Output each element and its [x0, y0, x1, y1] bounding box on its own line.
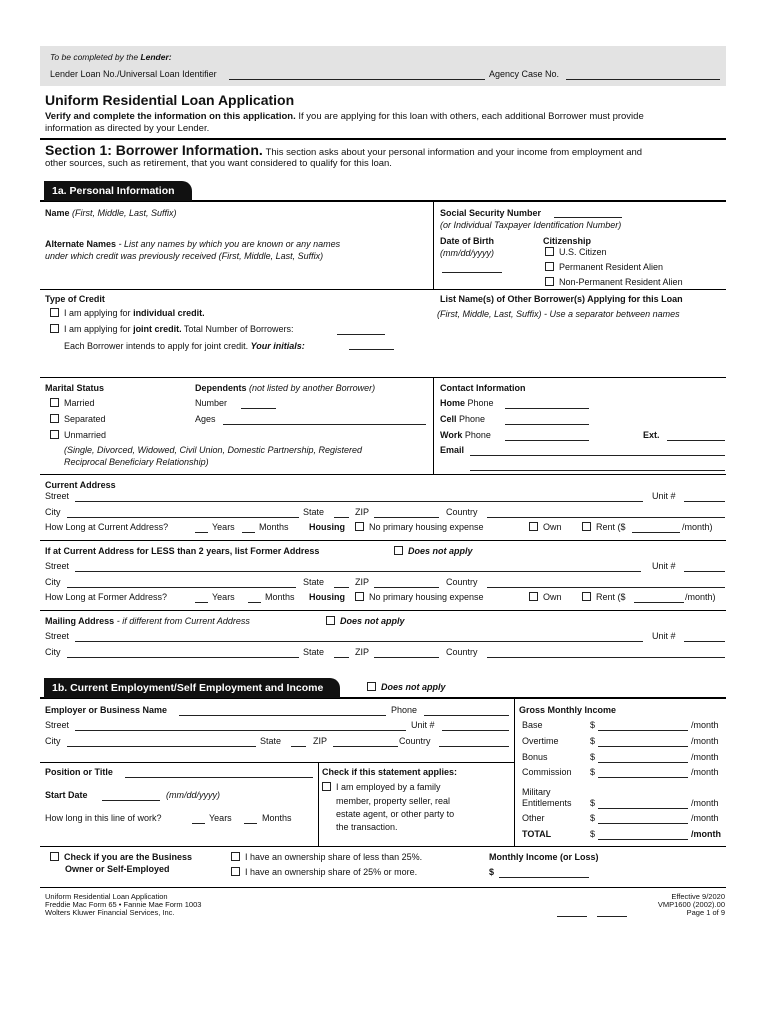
citizenship-us[interactable]: U.S. Citizen [545, 247, 607, 257]
share-less-checkbox[interactable]: I have an ownership share of less than 25%. [231, 852, 422, 862]
country-label: Country [446, 507, 478, 517]
marital-unmarried[interactable]: Unmarried [50, 430, 106, 440]
income-commission-field[interactable] [598, 777, 688, 778]
former-zip-field[interactable] [374, 587, 439, 588]
employer-label: Employer or Business Name [45, 705, 168, 715]
footer-title: Uniform Residential Loan Application [45, 892, 168, 901]
current-zip-field[interactable] [374, 517, 439, 518]
credit-type-label: Type of Credit [45, 294, 105, 304]
dob-field[interactable] [442, 272, 502, 273]
divider [40, 762, 514, 763]
line-of-work-months-field[interactable] [244, 823, 257, 824]
footer-initials-field[interactable] [557, 916, 587, 917]
employer-state-field[interactable] [291, 746, 306, 747]
city-label: City [45, 647, 61, 657]
per-month: /month [691, 736, 719, 746]
income-total-label: TOTAL [522, 829, 552, 839]
ext-field[interactable] [667, 440, 725, 441]
checkbox[interactable] [50, 324, 59, 333]
section1-heading: Section 1: Borrower Information. This section asks about your personal information and your income from employment and [45, 142, 643, 158]
mailing-city-field[interactable] [67, 657, 299, 658]
checkbox[interactable] [545, 247, 554, 256]
section-1b-header: 1b. Current Employment/Self Employment and Income [44, 678, 340, 698]
work-phone-field[interactable] [505, 440, 589, 441]
dollar-sign: $ [590, 720, 596, 730]
footer-page: Page 1 of 9 [686, 908, 725, 917]
agency-case-field[interactable] [566, 79, 720, 80]
credit-joint[interactable]: I am applying for joint credit. Total Number of Borrowers: [50, 324, 293, 334]
current-street-field[interactable] [75, 501, 643, 502]
checkbox[interactable] [529, 592, 538, 601]
citizenship-permanent[interactable]: Permanent Resident Alien [545, 262, 663, 272]
dependents-ages-field[interactable] [223, 424, 426, 425]
rent-per-month: /month) [682, 522, 713, 532]
divider [40, 289, 726, 290]
street-label: Street [45, 561, 70, 571]
checkbox[interactable] [394, 546, 403, 555]
employed-by-line2: member, property seller, real [336, 796, 451, 806]
employer-state-label: State [260, 736, 282, 746]
divider [40, 540, 726, 541]
employer-street-field[interactable] [75, 730, 406, 731]
checkbox[interactable] [355, 592, 364, 601]
per-month: /month [691, 752, 719, 762]
dollar-sign: $ [590, 736, 596, 746]
per-month: /month [691, 720, 719, 730]
dollar-sign: $ [590, 829, 596, 839]
marital-separated[interactable]: Separated [50, 414, 106, 424]
months-label: Months [265, 592, 295, 602]
dollar-sign: $ [590, 752, 596, 762]
checkbox[interactable] [545, 277, 554, 286]
citizenship-label: Citizenship [543, 236, 592, 246]
checkbox[interactable] [50, 430, 59, 439]
former-years-field[interactable] [195, 602, 208, 603]
income-overtime-field[interactable] [598, 746, 688, 747]
position-field[interactable] [125, 777, 313, 778]
months-label: Months [262, 813, 292, 823]
checkbox[interactable] [326, 616, 335, 625]
employer-city-label: City [45, 736, 61, 746]
alt-names-label: Alternate Names - List any names by which you are known or any names [45, 239, 341, 249]
checkbox[interactable] [50, 414, 59, 423]
current-own[interactable]: Own [529, 522, 562, 532]
footer-publisher: Wolters Kluwer Financial Services, Inc. [45, 908, 175, 917]
unit-label: Unit # [652, 491, 676, 501]
email-label: Email [440, 445, 465, 455]
total-borrowers-field[interactable] [337, 334, 385, 335]
agency-case-label: Agency Case No. [489, 69, 560, 79]
income-military-field[interactable] [598, 808, 688, 809]
current-address-label: Current Address [45, 480, 116, 490]
employer-name-field[interactable] [179, 715, 386, 716]
mailing-unit-field[interactable] [684, 641, 725, 642]
intro-line2: information as directed by your Lender. [45, 123, 210, 134]
intro-line1: Verify and complete the information on this application. If you are applying for this loan with others, each additional Borrower must provide [45, 111, 644, 122]
dependents-number-field[interactable] [241, 408, 276, 409]
divider [318, 763, 319, 846]
divider [514, 699, 515, 846]
zip-label: ZIP [355, 577, 370, 587]
checkbox[interactable] [582, 522, 591, 531]
per-month: /month [691, 813, 719, 823]
state-label: State [303, 647, 325, 657]
former-unit-field[interactable] [684, 571, 725, 572]
city-label: City [45, 577, 61, 587]
income-total-field[interactable] [598, 839, 688, 840]
current-rent-field[interactable] [632, 532, 680, 533]
checkbox[interactable] [367, 682, 376, 691]
current-city-field[interactable] [67, 517, 299, 518]
former-rent-field[interactable] [634, 602, 684, 603]
dob-label: Date of Birth [440, 236, 494, 246]
home-phone-label: Home Phone [440, 398, 494, 408]
marital-married[interactable]: Married [50, 398, 95, 408]
loan-no-label: Lender Loan No./Universal Loan Identifier [50, 69, 217, 79]
dependents-label: Dependents (not listed by another Borrower) [195, 383, 376, 393]
zip-label: ZIP [355, 507, 370, 517]
mailing-does-not-apply[interactable]: Does not apply [326, 616, 405, 626]
section1-desc2: other sources, such as retirement, that you want considered to qualify for this loan. [45, 158, 392, 169]
email-field-line2[interactable] [470, 470, 725, 471]
monthly-income-field[interactable] [499, 877, 589, 878]
checkbox[interactable] [582, 592, 591, 601]
current-unit-field[interactable] [684, 501, 725, 502]
check-statement-label: Check if this statement applies: [322, 767, 458, 777]
home-phone-field[interactable] [505, 408, 589, 409]
dollar-sign: $ [590, 813, 596, 823]
start-date-hint: (mm/dd/yyyy) [166, 790, 220, 800]
alt-names-hint: under which credit was previously received (First, Middle, Last, Suffix) [45, 251, 324, 261]
former-own[interactable]: Own [529, 592, 562, 602]
checkbox[interactable] [50, 398, 59, 407]
employed-by-family-checkbox[interactable]: I am employed by a family [322, 782, 441, 792]
current-months-field[interactable] [242, 532, 255, 533]
years-label: Years [209, 813, 232, 823]
marital-note1: (Single, Divorced, Widowed, Civil Union, Domestic Partnership, Registered [64, 445, 363, 455]
business-owner-line2: Owner or Self-Employed [65, 864, 170, 874]
country-label: Country [446, 577, 478, 587]
former-street-field[interactable] [75, 571, 641, 572]
employer-unit-field[interactable] [442, 730, 509, 731]
business-owner-checkbox[interactable]: Check if you are the Business [50, 852, 192, 862]
ssn-hint: (or Individual Taxpayer Identification Number) [440, 220, 622, 230]
position-label: Position or Title [45, 767, 113, 777]
how-long-current-label: How Long at Current Address? [45, 522, 169, 532]
ssn-label: Social Security Number [440, 208, 542, 218]
income-overtime-label: Overtime [522, 736, 559, 746]
line-of-work-label: How long in this line of work? [45, 813, 162, 823]
months-label: Months [259, 522, 289, 532]
divider [40, 887, 726, 888]
divider [433, 378, 434, 474]
employed-by-line4: the transaction. [336, 822, 398, 832]
mailing-zip-field[interactable] [374, 657, 439, 658]
footer-form: Freddie Mac Form 65 • Fannie Mae Form 1003 [45, 900, 202, 909]
employer-phone-field[interactable] [424, 715, 509, 716]
street-label: Street [45, 491, 70, 501]
former-no-primary[interactable]: No primary housing expense [355, 592, 484, 602]
dependents-number-label: Number [195, 398, 228, 408]
ext-label: Ext. [643, 430, 660, 440]
section-1a-header: 1a. Personal Information [44, 181, 192, 201]
country-label: Country [446, 647, 478, 657]
income-other-label: Other [522, 813, 545, 823]
current-state-field[interactable] [334, 517, 349, 518]
income-entitlements-label: Entitlements [522, 798, 572, 808]
checkbox[interactable] [231, 867, 240, 876]
mailing-country-field[interactable] [487, 657, 725, 658]
checkbox[interactable] [545, 262, 554, 271]
checkbox[interactable] [231, 852, 240, 861]
income-base-label: Base [522, 720, 543, 730]
employer-unit-label: Unit # [411, 720, 435, 730]
citizenship-non-permanent[interactable]: Non-Permanent Resident Alien [545, 277, 683, 287]
credit-individual[interactable]: I am applying for individual credit. [50, 308, 205, 318]
employer-phone-label: Phone [391, 705, 418, 715]
per-month: /month [691, 829, 721, 839]
employer-country-label: Country [399, 736, 431, 746]
state-label: State [303, 507, 325, 517]
marital-note2: Reciprocal Beneficiary Relationship) [64, 457, 209, 467]
start-date-field[interactable] [102, 800, 160, 801]
years-label: Years [212, 592, 235, 602]
state-label: State [303, 577, 325, 587]
divider [40, 846, 726, 847]
former-rent[interactable]: Rent ($ [582, 592, 626, 602]
marital-label: Marital Status [45, 383, 105, 393]
form-title: Uniform Residential Loan Application [45, 92, 295, 108]
former-country-field[interactable] [487, 587, 725, 588]
other-borrowers-hint: (First, Middle, Last, Suffix) - Use a separator between names [437, 309, 680, 319]
contact-label: Contact Information [440, 383, 526, 393]
divider [433, 202, 434, 289]
income-bonus-field[interactable] [598, 762, 688, 763]
current-rent[interactable]: Rent ($ [582, 522, 626, 532]
mailing-state-field[interactable] [334, 657, 349, 658]
per-month: /month [691, 767, 719, 777]
other-borrowers-label: List Name(s) of Other Borrower(s) Applying for this Loan [440, 294, 683, 304]
divider [40, 377, 726, 378]
employer-zip-field[interactable] [333, 746, 398, 747]
divider [40, 138, 726, 140]
work-phone-label: Work Phone [440, 430, 491, 440]
employer-city-field[interactable] [67, 746, 256, 747]
dob-hint: (mm/dd/yyyy) [440, 248, 494, 258]
checkbox[interactable] [355, 522, 364, 531]
cell-phone-field[interactable] [505, 424, 589, 425]
rent-per-month: /month) [685, 592, 716, 602]
former-months-field[interactable] [248, 602, 261, 603]
employment-does-not-apply[interactable]: Does not apply [367, 682, 446, 692]
initials-line: Each Borrower intends to apply for joint credit. Your initials: [64, 341, 305, 351]
city-label: City [45, 507, 61, 517]
street-label: Street [45, 631, 70, 641]
dollar-sign: $ [489, 867, 495, 877]
housing-label: Housing [309, 592, 345, 602]
divider [40, 610, 726, 611]
employer-country-field[interactable] [439, 746, 509, 747]
former-does-not-apply[interactable]: Does not apply [394, 546, 473, 556]
name-label: Name (First, Middle, Last, Suffix) [45, 208, 177, 218]
current-country-field[interactable] [487, 517, 725, 518]
divider [40, 474, 726, 475]
start-date-label: Start Date [45, 790, 88, 800]
mailing-street-field[interactable] [75, 641, 643, 642]
income-other-field[interactable] [598, 823, 688, 824]
checkbox[interactable] [322, 782, 331, 791]
lender-box-intro: To be completed by the Lender: [50, 52, 172, 62]
footer-vmp: VMP1600 (2002).00 [657, 900, 725, 909]
mailing-address-label: Mailing Address - if different from Current Address [45, 616, 250, 626]
cell-phone-label: Cell Phone [440, 414, 486, 424]
income-commission-label: Commission [522, 767, 572, 777]
former-address-label: If at Current Address for LESS than 2 years, list Former Address [45, 546, 320, 556]
income-base-field[interactable] [598, 730, 688, 731]
former-city-field[interactable] [67, 587, 296, 588]
gross-income-label: Gross Monthly Income [519, 705, 617, 715]
unit-label: Unit # [652, 631, 676, 641]
checkbox[interactable] [50, 308, 59, 317]
dollar-sign: $ [590, 798, 596, 808]
employer-street-label: Street [45, 720, 70, 730]
footer-initials-field-2[interactable] [597, 916, 627, 917]
initials-field[interactable] [349, 349, 394, 350]
unit-label: Unit # [652, 561, 676, 571]
dependents-ages-label: Ages [195, 414, 216, 424]
checkbox[interactable] [50, 852, 59, 861]
how-long-former-label: How Long at Former Address? [45, 592, 168, 602]
employed-by-line3: estate agent, or other party to [336, 809, 455, 819]
years-label: Years [212, 522, 235, 532]
email-field[interactable] [470, 455, 725, 456]
footer-effective: Effective 9/2020 [671, 892, 725, 901]
monthly-income-label: Monthly Income (or Loss) [489, 852, 599, 862]
employer-zip-label: ZIP [313, 736, 328, 746]
current-no-primary[interactable]: No primary housing expense [355, 522, 484, 532]
zip-label: ZIP [355, 647, 370, 657]
loan-no-field[interactable] [229, 79, 485, 80]
income-bonus-label: Bonus [522, 752, 548, 762]
share-more-checkbox[interactable]: I have an ownership share of 25% or more. [231, 867, 417, 877]
per-month: /month [691, 798, 719, 808]
line-of-work-years-field[interactable] [192, 823, 205, 824]
housing-label: Housing [309, 522, 345, 532]
dollar-sign: $ [590, 767, 596, 777]
ssn-field[interactable] [554, 217, 622, 218]
checkbox[interactable] [529, 522, 538, 531]
former-state-field[interactable] [334, 587, 349, 588]
income-military-label: Military [522, 787, 551, 797]
current-years-field[interactable] [195, 532, 208, 533]
